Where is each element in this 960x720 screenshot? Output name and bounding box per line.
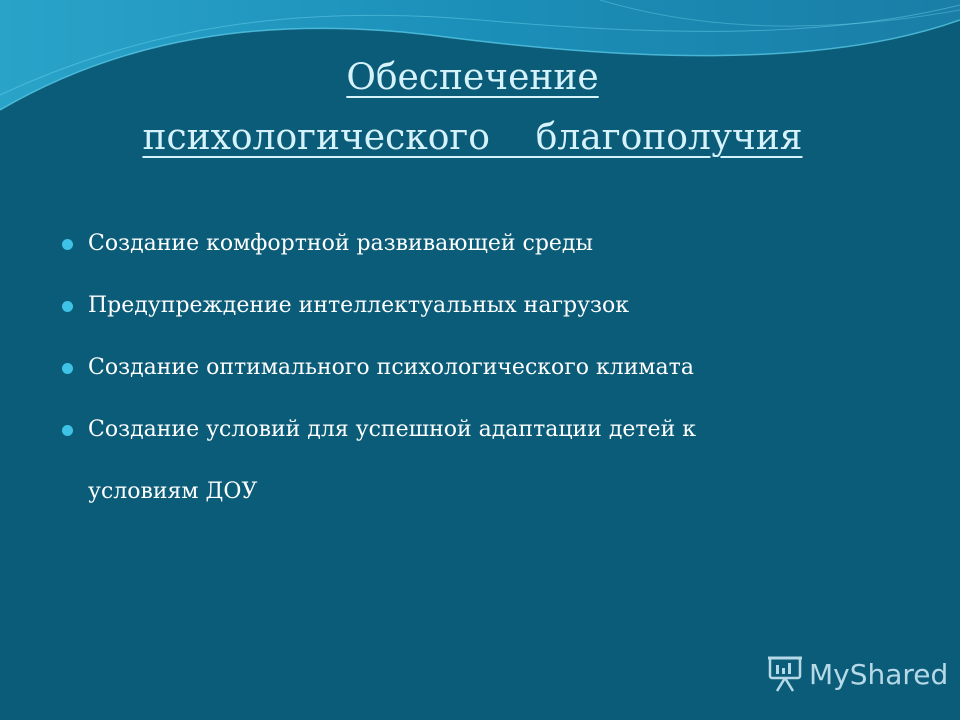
slide-title bbox=[0, 48, 945, 168]
slide-title-line-1: Обеспечение bbox=[346, 57, 599, 98]
bullet-text-continuation: условиям ДОУ bbox=[88, 479, 258, 504]
bullet-text: Создание комфортной развивающей среды bbox=[88, 231, 593, 256]
bullet-text: Создание условий для успешной адаптации детей к bbox=[88, 417, 696, 442]
bullet-item bbox=[62, 399, 922, 523]
watermark-text: MyShared bbox=[809, 657, 949, 691]
bullet-dot-icon bbox=[62, 425, 73, 436]
bullet-text: Создание оптимального психологического климата bbox=[88, 355, 694, 380]
bullet-item bbox=[62, 213, 922, 275]
bullet-text: Предупреждение интеллектуальных нагрузок bbox=[88, 293, 630, 318]
bullet-dot-icon bbox=[62, 301, 73, 312]
bullet-item bbox=[62, 337, 922, 399]
bullet-dot-icon bbox=[62, 363, 73, 374]
bullet-dot-icon bbox=[62, 239, 73, 250]
projector-screen-icon bbox=[767, 655, 803, 693]
bullet-item bbox=[62, 275, 922, 337]
slide-title-line-2: психологического благополучия bbox=[142, 117, 803, 158]
myshared-watermark bbox=[767, 654, 948, 694]
bullet-list bbox=[62, 213, 922, 523]
